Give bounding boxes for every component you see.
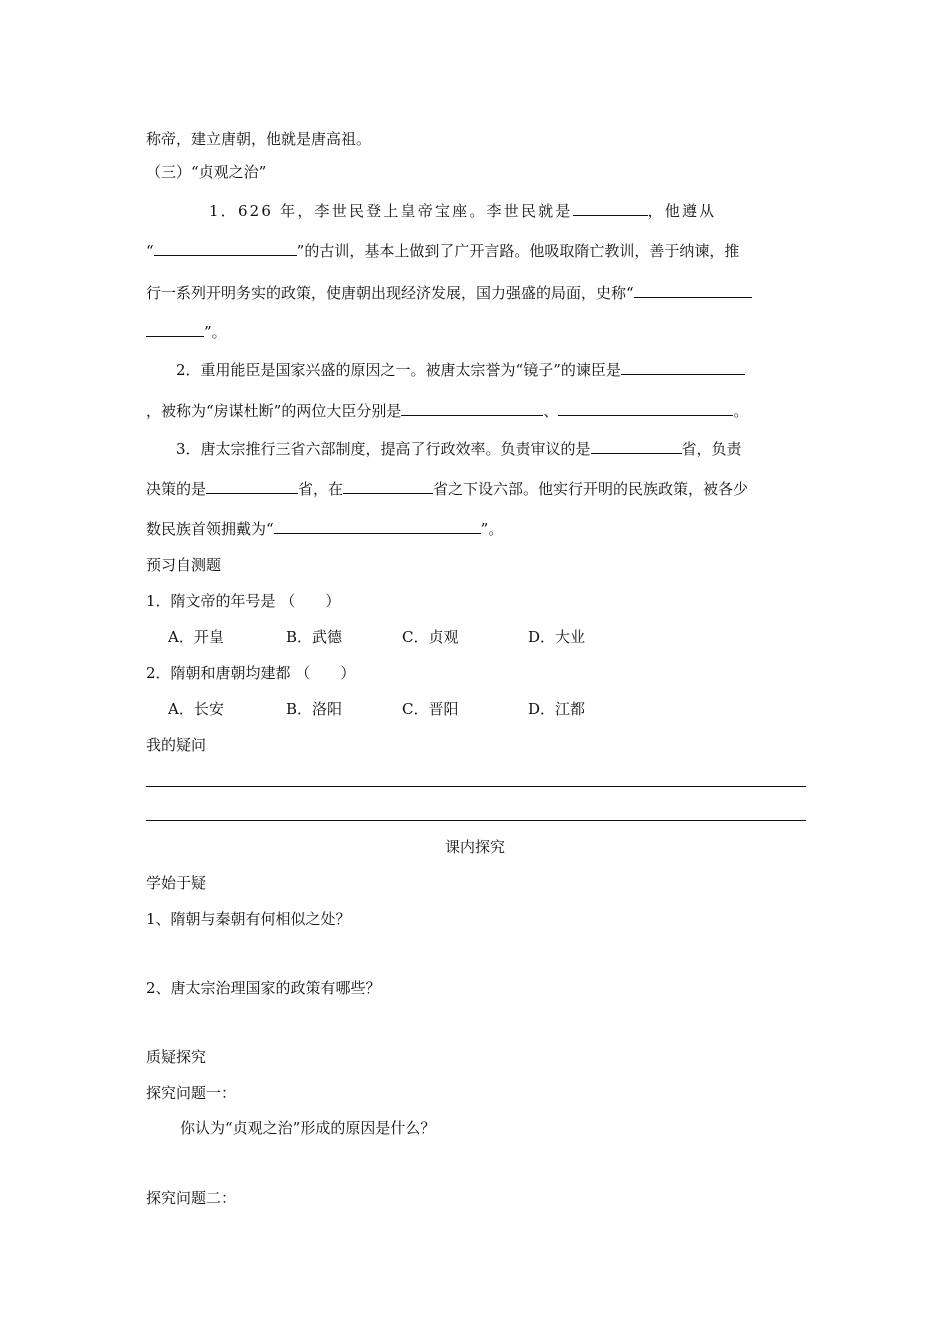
fill-blank[interactable] xyxy=(146,321,204,337)
fill-blank[interactable] xyxy=(343,478,433,494)
fill-blank[interactable] xyxy=(154,240,297,256)
option[interactable]: A．长安 xyxy=(168,700,224,718)
fill-blank[interactable] xyxy=(274,518,481,534)
section-title: 课内探究 xyxy=(444,838,505,856)
text-line: ，被称为“房谋杜断”的两位大臣分别是 、 。 xyxy=(146,402,749,420)
option[interactable]: D．江都 xyxy=(528,700,586,718)
section-heading: 预习自测题 xyxy=(146,556,222,574)
text-line: 称帝，建立唐朝，他就是唐高祖。 xyxy=(146,130,372,148)
fill-blank[interactable] xyxy=(634,282,752,298)
question: 你认为“贞观之治”形成的原因是什么？ xyxy=(180,1119,436,1137)
text-line: 2．重用能臣是国家兴盛的原因之一。被唐太宗誉为“镜子”的谏臣是 xyxy=(176,359,745,380)
text-line: 1．626 年，李世民登上皇帝宝座。李世民就是 ，他遵从 xyxy=(209,202,717,220)
answer-line[interactable] xyxy=(146,820,806,821)
fill-blank[interactable] xyxy=(206,478,298,494)
option[interactable]: B．洛阳 xyxy=(286,700,343,718)
question: 1．隋文帝的年号是 （ ） xyxy=(146,592,341,610)
section-heading: 质疑探究 xyxy=(146,1048,207,1066)
fill-blank[interactable] xyxy=(621,359,745,375)
text-line: “ ”的古训，基本上做到了广开言路。他吸取隋亡教训，善于纳谏，推 xyxy=(146,242,740,260)
question: 1、隋朝与秦朝有何相似之处？ xyxy=(146,910,351,928)
section-heading: 我的疑问 xyxy=(146,736,207,754)
option[interactable]: C．晋阳 xyxy=(402,700,459,718)
option[interactable]: C．贞观 xyxy=(402,628,459,646)
text-line: ”。 xyxy=(146,321,227,342)
fill-blank[interactable] xyxy=(558,400,733,416)
text-line: 3．唐太宗推行三省六部制度，提高了行政效率。负责审议的是 省，负责 xyxy=(176,440,742,458)
option[interactable]: A．开皇 xyxy=(168,628,224,646)
fill-blank[interactable] xyxy=(573,200,648,216)
question: 2、唐太宗治理国家的政策有哪些？ xyxy=(146,979,381,997)
option[interactable]: B．武德 xyxy=(286,628,343,646)
sub-heading: 探究问题二： xyxy=(146,1189,237,1207)
sub-heading: 探究问题一： xyxy=(146,1084,237,1102)
fill-blank[interactable] xyxy=(401,400,543,416)
text-line: 决策的是 省，在 省之下设六部。他实行开明的民族政策，被各少 xyxy=(146,480,749,498)
text-line: 数民族首领拥戴为“ ”。 xyxy=(146,520,504,538)
subsection-heading: （三）“贞观之治” xyxy=(146,163,267,181)
text-line: 行一系列开明务实的政策，使唐朝出现经济发展，国力强盛的局面，史称“ xyxy=(146,282,752,303)
fill-blank[interactable] xyxy=(591,438,682,454)
section-heading: 学始于疑 xyxy=(146,874,207,892)
option[interactable]: D．大业 xyxy=(528,628,586,646)
question: 2．隋朝和唐朝均建都 （ ） xyxy=(146,664,356,682)
answer-line[interactable] xyxy=(146,786,806,787)
